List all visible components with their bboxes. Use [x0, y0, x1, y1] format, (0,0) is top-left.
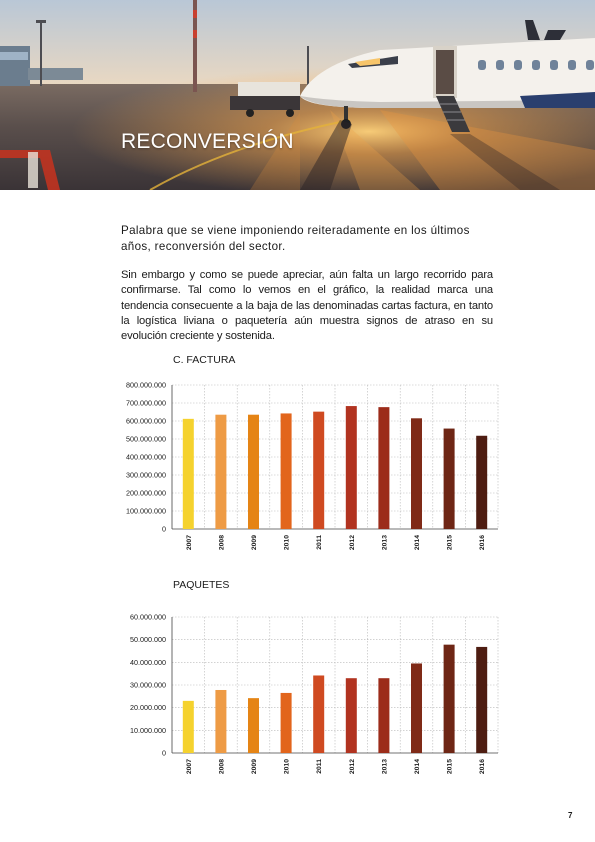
- x-tick-label: 2016: [479, 535, 487, 551]
- hero-image: [0, 0, 595, 190]
- x-tick-label: 2010: [283, 759, 291, 775]
- x-tick-label: 2007: [185, 535, 193, 551]
- y-tick-label: 50.000.000: [130, 635, 166, 645]
- x-tick-label: 2016: [479, 759, 487, 775]
- bar-2013: [378, 407, 389, 529]
- bar-2007: [183, 419, 194, 529]
- y-tick-label: 800.000.000: [126, 380, 166, 390]
- chart-paquetes: [115, 610, 505, 790]
- y-tick-label: 200.000.000: [126, 488, 166, 498]
- bar-2015: [444, 645, 455, 753]
- y-tick-label: 20.000.000: [130, 703, 166, 713]
- y-tick-label: 0: [162, 748, 166, 758]
- chart-title-factura: C. FACTURA: [173, 354, 236, 366]
- x-tick-label: 2015: [446, 759, 454, 775]
- y-tick-label: 500.000.000: [126, 434, 166, 444]
- page-number: 7: [568, 811, 573, 820]
- x-tick-label: 2012: [348, 535, 356, 551]
- bar-2007: [183, 701, 194, 753]
- y-tick-label: 100.000.000: [126, 506, 166, 516]
- y-tick-label: 60.000.000: [130, 612, 166, 622]
- x-tick-label: 2014: [414, 759, 421, 775]
- bar-2008: [215, 690, 226, 753]
- intro-paragraph: Palabra que se viene imponiendo reiteradamente en los últimos años, reconversión del sector.: [121, 224, 470, 253]
- x-tick-label: 2009: [251, 759, 258, 775]
- airport-illustration: [0, 0, 595, 190]
- bar-2014: [411, 418, 422, 529]
- y-tick-label: 10.000.000: [130, 725, 166, 735]
- bar-2012: [346, 406, 357, 529]
- chart-factura-svg: [115, 378, 505, 558]
- bar-2016: [476, 647, 487, 753]
- y-tick-label: 600.000.000: [126, 416, 166, 426]
- y-tick-label: 30.000.000: [130, 680, 166, 690]
- x-tick-label: 2013: [381, 759, 389, 775]
- chart-paquetes-svg: [115, 610, 505, 790]
- x-tick-label: 2007: [185, 759, 193, 775]
- x-tick-label: 2011: [316, 759, 324, 774]
- bar-2009: [248, 698, 259, 753]
- x-tick-label: 2013: [381, 535, 389, 551]
- y-tick-label: 0: [162, 524, 166, 534]
- x-tick-label: 2015: [446, 535, 454, 551]
- y-tick-label: 400.000.000: [126, 452, 166, 462]
- x-tick-label: 2009: [251, 535, 258, 551]
- bar-2013: [378, 678, 389, 753]
- bar-2011: [313, 412, 324, 529]
- bar-2010: [281, 413, 292, 529]
- bar-2016: [476, 436, 487, 529]
- y-tick-label: 40.000.000: [130, 657, 166, 667]
- x-tick-label: 2011: [316, 535, 324, 550]
- y-tick-label: 300.000.000: [126, 470, 166, 480]
- x-tick-label: 2010: [283, 535, 291, 551]
- page-title: RECONVERSIÓN: [121, 130, 294, 153]
- chart-factura: [115, 378, 505, 558]
- y-tick-label: 700.000.000: [126, 398, 166, 408]
- bar-2011: [313, 675, 324, 753]
- x-tick-label: 2014: [414, 535, 421, 551]
- x-tick-label: 2008: [218, 759, 226, 775]
- bar-2014: [411, 663, 422, 753]
- bar-2008: [215, 415, 226, 529]
- bar-2009: [248, 415, 259, 529]
- x-tick-label: 2008: [218, 535, 226, 551]
- x-tick-label: 2012: [348, 759, 356, 775]
- bar-2010: [281, 693, 292, 753]
- bar-2015: [444, 429, 455, 529]
- body-paragraph: Sin embargo y como se puede apreciar, aún falta un largo recorrido para confirmarse. Tal como lo vemos en el gráfico, la realidad marca una tendencia consecuente a la baja de las denominadas cartas factura, en tanto la logística liviana o paquetería aún muestra signos de atraso en su evolución creciente y sostenida.: [121, 269, 493, 343]
- chart-title-paquetes: PAQUETES: [173, 579, 230, 591]
- bar-2012: [346, 678, 357, 753]
